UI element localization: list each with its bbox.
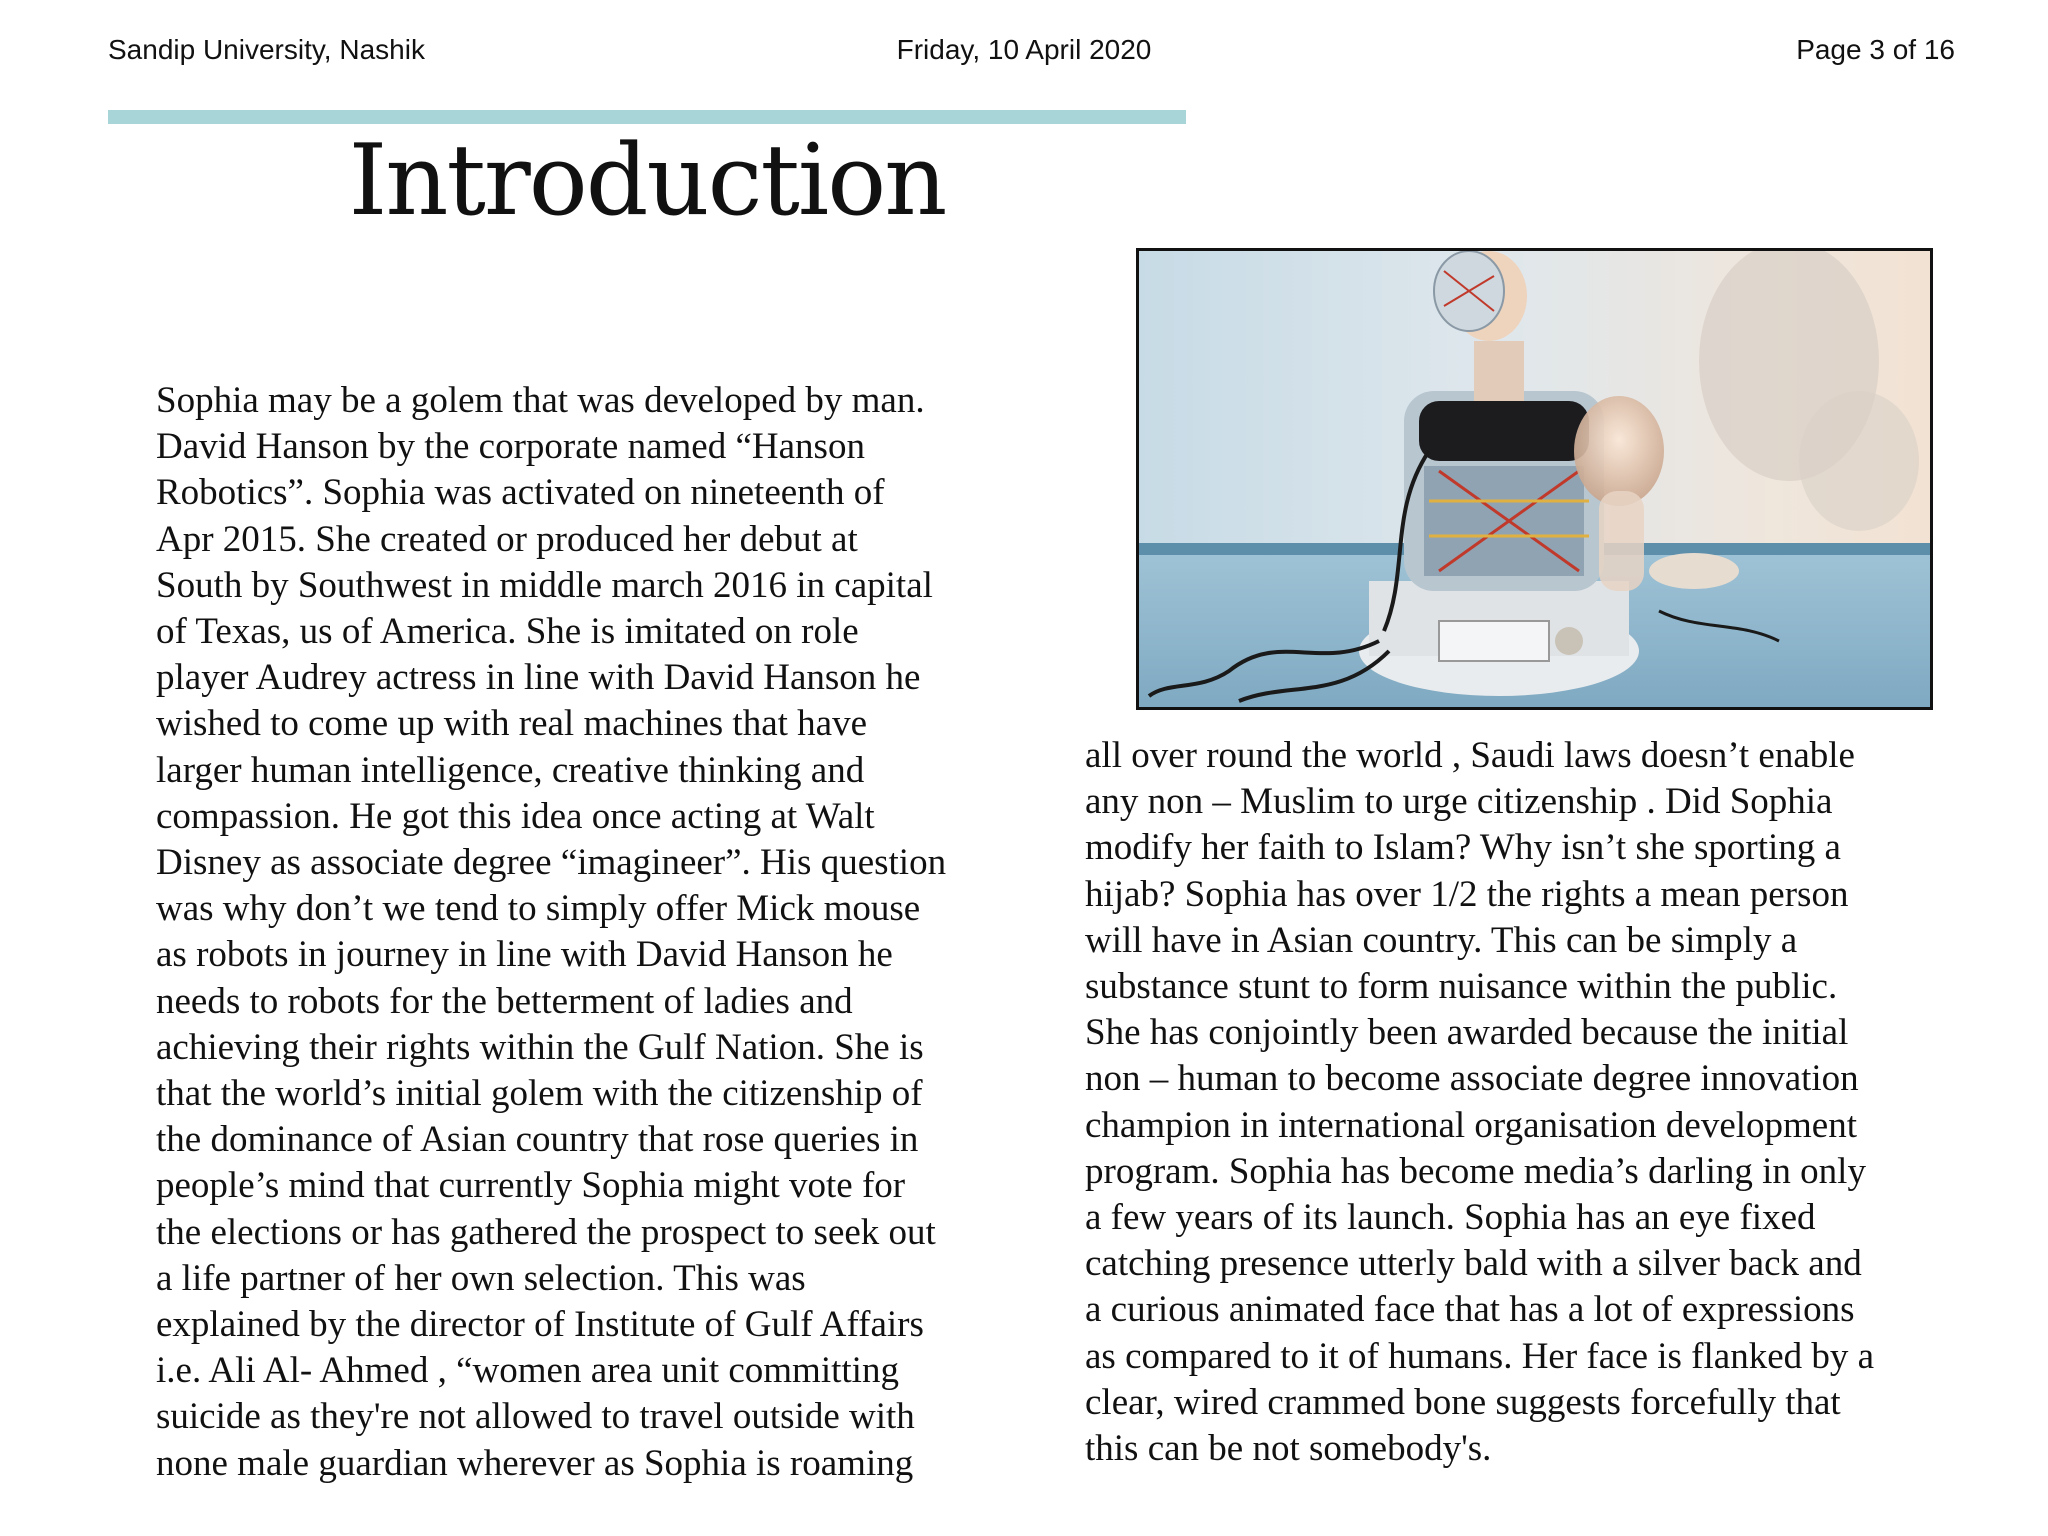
sophia-robot-photo [1136, 248, 1933, 710]
accent-rule [108, 110, 1186, 124]
body-text-right-column: all over round the world , Saudi laws doesn’t enable any non – Muslim to urge citizenship . Did Sophia modify her faith to Islam? Why isn’t she sporting a hijab? Sophia has over 1/2 the rights a mean person will have in Asian country. This can be simply a substance stunt to form nuisance within the public. She has conjointly been awarded because the initial non – human to become associate degree innovation champion in international organisation development program. Sophia has become media’s darling in only a few years of its launch. Sophia has an eye fixed catching presence utterly bald with a silver back and a curious animated face that has a lot of expressions as compared to it of humans. Her face is flanked by a clear, wired crammed bone suggests forcefully that this can be not somebody's. [1085, 735, 1875, 1470]
header-university: Sandip University, Nashik [108, 34, 425, 65]
body-text-left-column: Sophia may be a golem that was developed by man. David Hanson by the corporate named “Hanson Robotics”. Sophia was activated on nineteenth of Apr 2015. She created or produced her debut at South by Southwest in middle march 2016 in capital of Texas, us of America. She is imitated on role player Audrey actress in line with David Hanson he wished to come up with real machines that have larger human intelligence, creative thinking and compassion. He got this idea once acting at Walt Disney as associate degree “imagineer”. His question was why don’t we tend to simply offer Mick mouse as robots in journey in line with David Hanson he needs to robots for the betterment of ladies and achieving their rights within the Gulf Nation. She is that the world’s initial golem with the citizenship of the dominance of Asian country that rose queries in people’s mind that currently Sophia might vote for the elections or has gathered the prospect to seek out a life partner of her own selection. This was explained by the director of Institute of Gulf Affairs i.e. Ali Al- Ahmed , “women area unit committing suicide as they're not allowed to travel outside with none male guardian wherever as Sophia is roaming [156, 380, 947, 1484]
page-title: Introduction [348, 124, 946, 238]
header-date: Friday, 10 April 2020 [896, 34, 1152, 65]
header-page-number: Page 3 of 16 [1796, 34, 1955, 65]
